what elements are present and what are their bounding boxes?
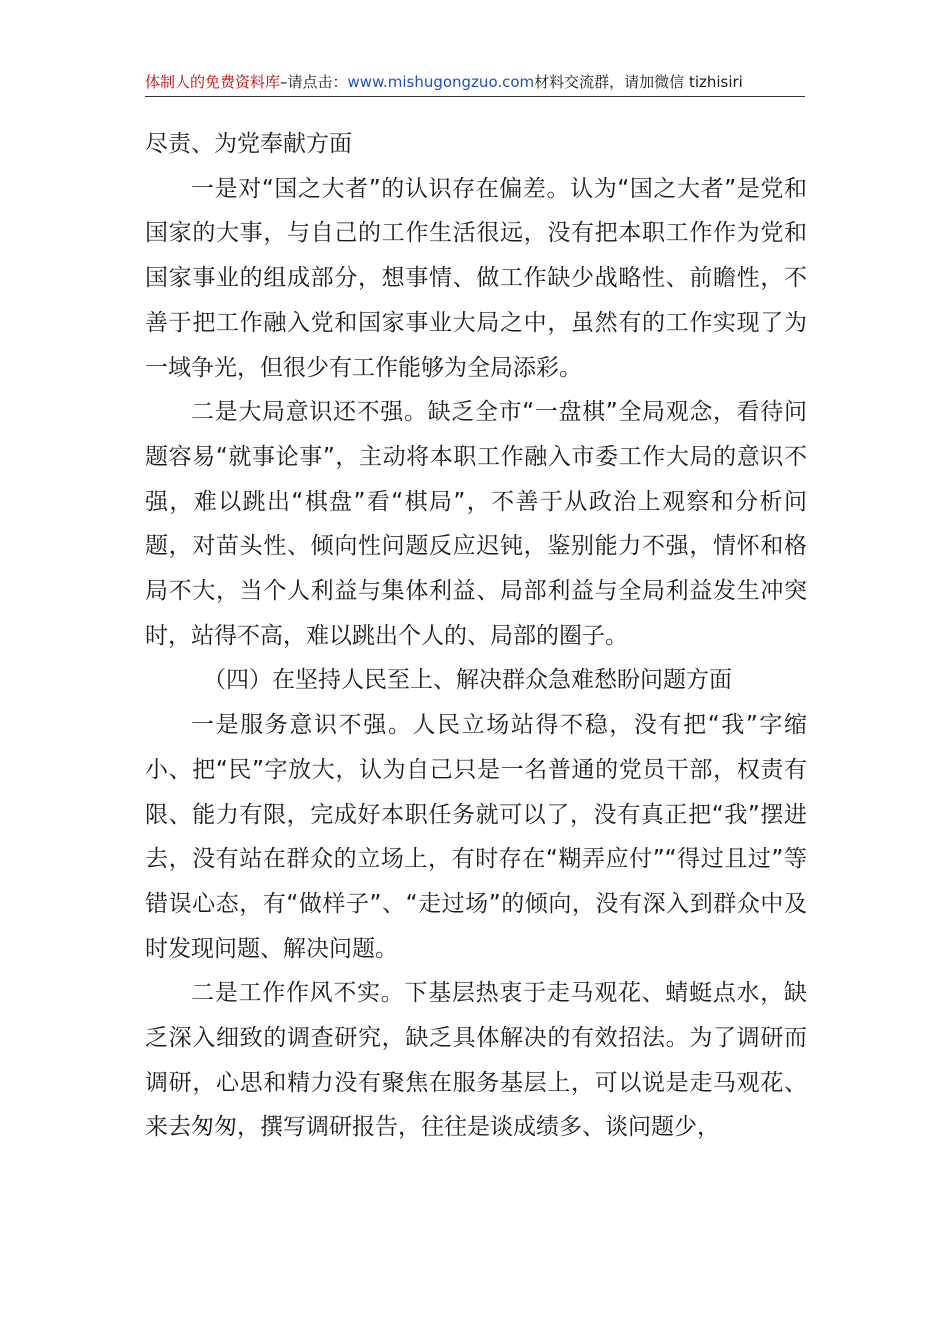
header-brand: 体制人的免费资料库 <box>145 73 281 91</box>
header-prompt: –请点击： <box>280 73 348 91</box>
paragraph-point-3: 一是服务意识不强。人民立场站得不稳，没有把“我”字缩小、把“民”字放大，认为自己只是一名普通的党员干部，权责有限、能力有限，完成好本职任务就可以了，没有真正把“我”摆进去，没有站在群众的立场上，有时存在“糊弄应付”“得过且过”等错误心态，有“做样子”、“走过场”的倾向，没有深入到群众中及时发现问题、解决问题。 <box>145 712 807 962</box>
paragraph-continued-heading: 尽责、为党奉献方面 <box>145 131 352 157</box>
section-heading-4: （四）在坚持人民至上、解决群众急难愁盼问题方面 <box>203 667 732 694</box>
header-suffix: 材料交流群，请加微信 tizhisiri <box>534 73 743 91</box>
paragraph-point-4: 二是工作作风不实。下基层热衷于走马观花、蜻蜓点水，缺乏深入细致的调查研究，缺乏具体解决的有效招法。为了调研而调研，心思和精力没有聚焦在服务基层上，可以说是走马观花、来去匆匆，撰写调研报告，往往是谈成绩多、谈问题少， <box>145 980 807 1141</box>
document-body <box>145 122 807 1150</box>
paragraph-point-2: 二是大局意识还不强。缺乏全市“一盘棋”全局观念，看待问题容易“就事论事”，主动将本职工作融入市委工作大局的意识不强，难以跳出“棋盘”看“棋局”，不善于从政治上观察和分析问题，对苗头性、倾向性问题反应迟钝，鉴别能力不强，情怀和格局不大，当个人利益与集体利益、局部利益与全局利益发生冲突时，站得不高，难以跳出个人的、局部的圈子。 <box>145 399 807 649</box>
paragraph-point-1: 一是对“国之大者”的认识存在偏差。认为“国之大者”是党和国家的大事，与自己的工作生活很远，没有把本职工作作为党和国家事业的组成部分，想事情、做工作缺少战略性、前瞻性，不善于把工作融入党和国家事业大局之中，虽然有的工作实现了为一域争光，但很少有工作能够为全局添彩。 <box>145 175 807 381</box>
header-divider <box>145 96 805 97</box>
page-header <box>145 68 805 96</box>
header-url-link[interactable]: www.mishugongzuo.com <box>347 73 535 91</box>
